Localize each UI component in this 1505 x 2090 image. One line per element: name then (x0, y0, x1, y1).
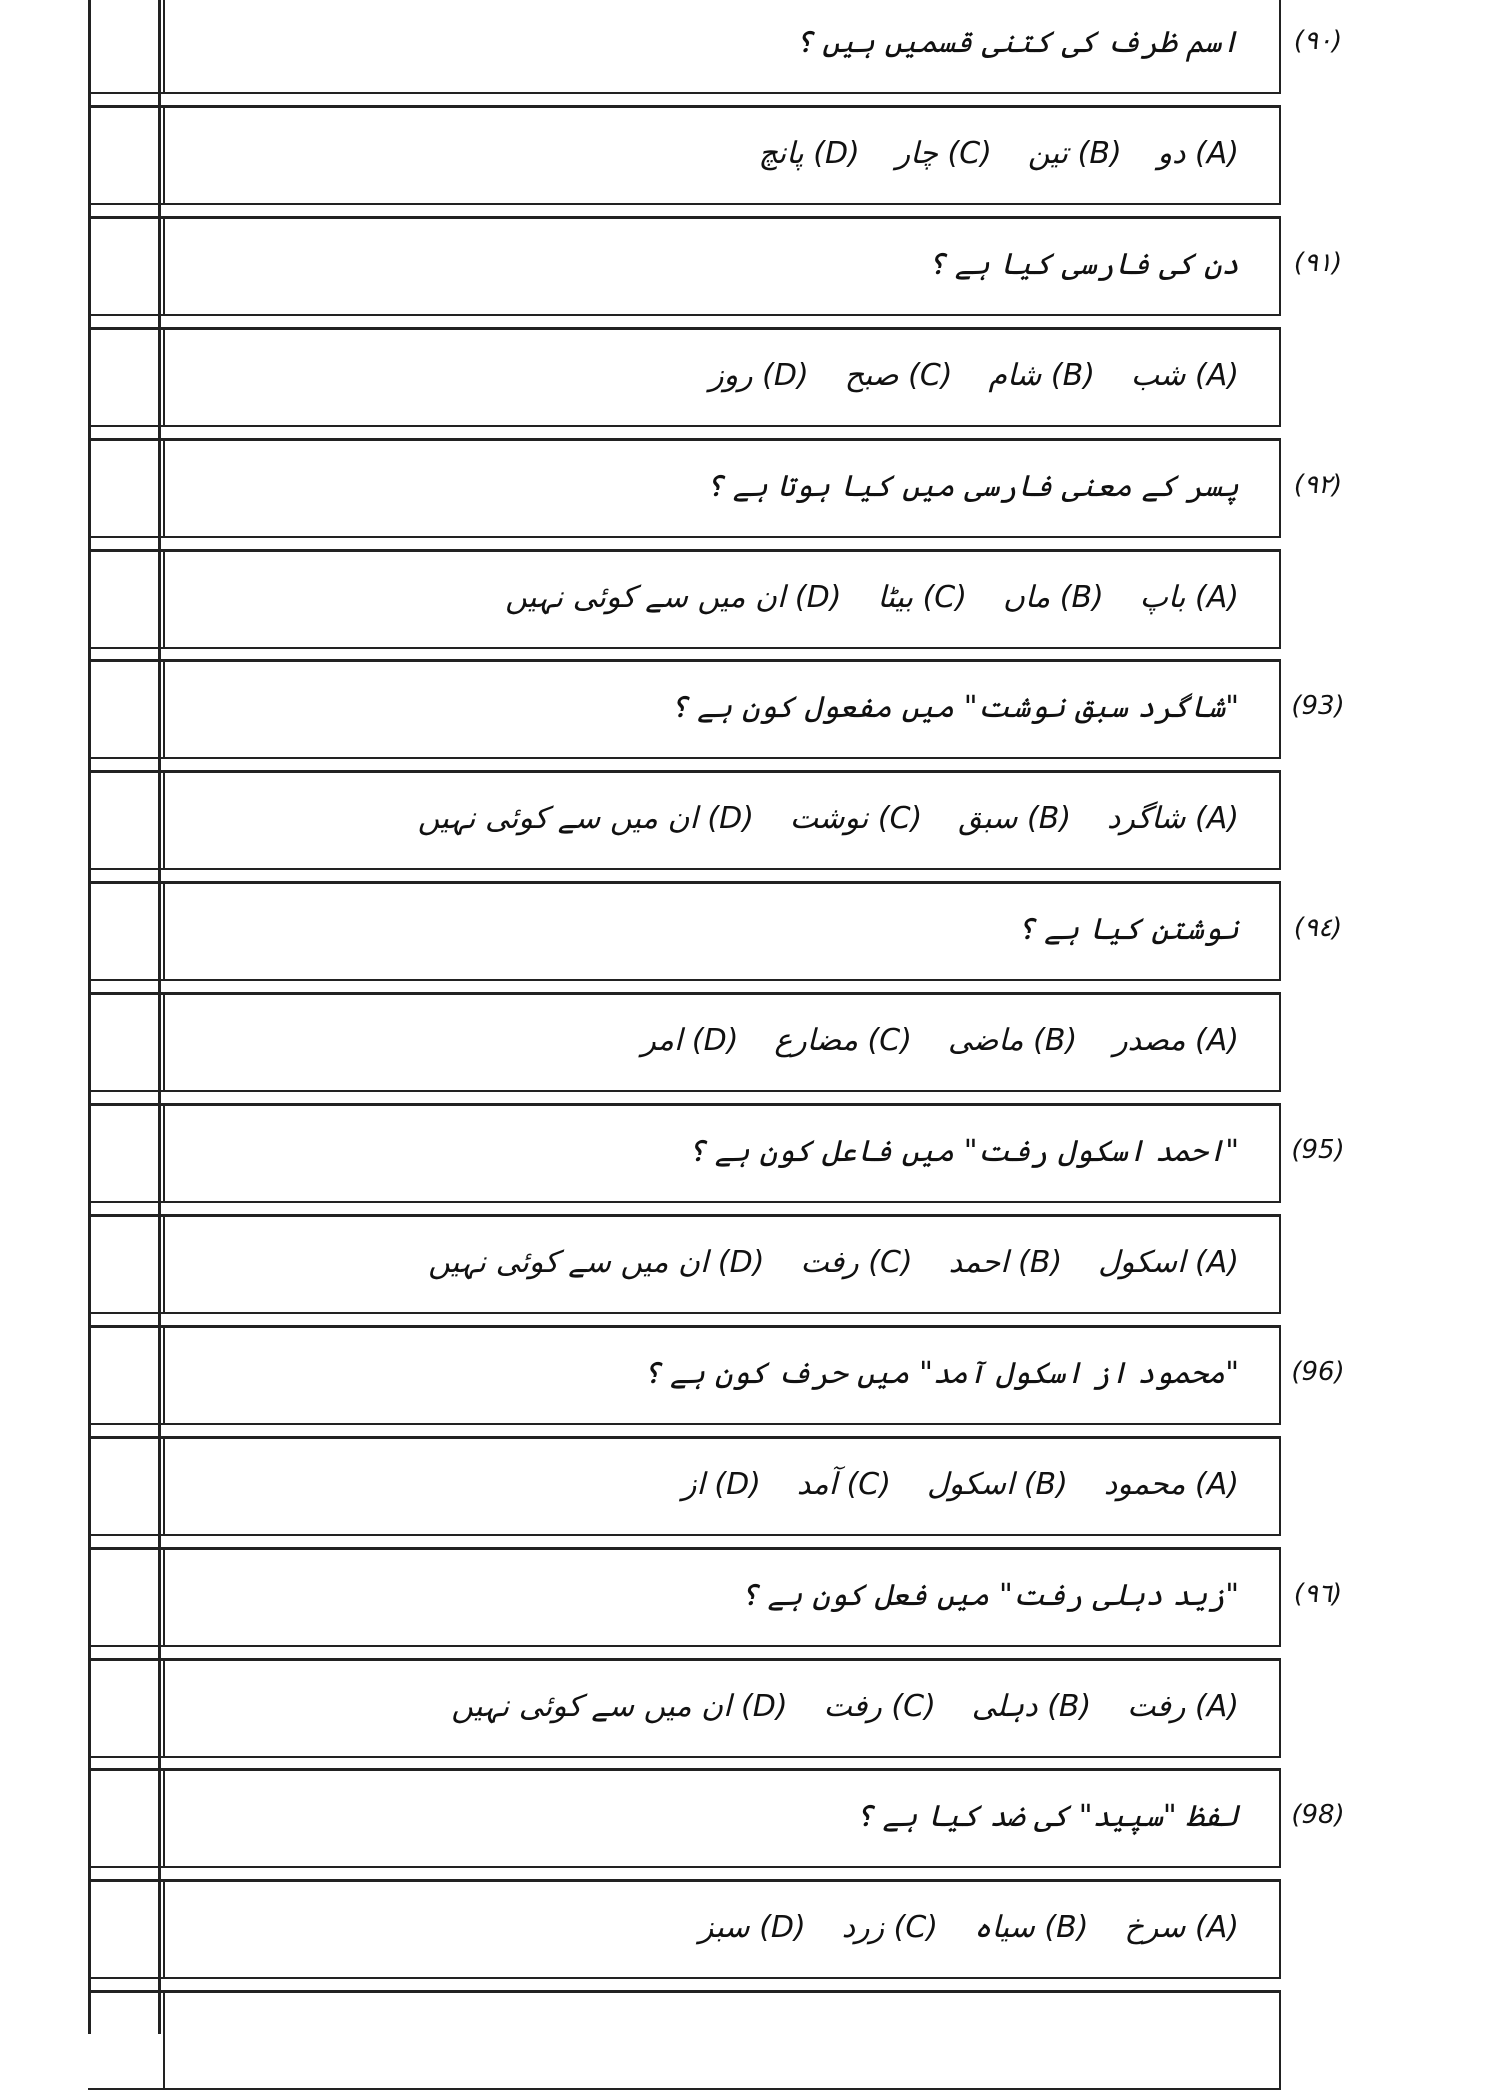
options-row (163, 1436, 1281, 1536)
option-a[interactable]: (A) شاگرد (1107, 801, 1239, 837)
option-b[interactable]: (B) احمد (948, 1244, 1063, 1280)
question-number: (96) (1291, 1356, 1345, 1387)
option-d[interactable]: (D) روز (709, 357, 809, 393)
option-d[interactable]: (D) از (682, 1466, 761, 1502)
option-c[interactable]: (C) رفت (800, 1244, 913, 1280)
options-list (663, 1910, 1239, 1945)
question-row (163, 1325, 1281, 1425)
empty-row (163, 1990, 1281, 2090)
option-d[interactable]: (D) ان میں سے کوئی نہیں (505, 579, 842, 615)
options-row (163, 1214, 1281, 1314)
answer-mark-cell[interactable] (88, 992, 163, 1092)
option-a[interactable]: (A) محمود (1103, 1466, 1239, 1502)
question-number: (٩٠) (1293, 26, 1343, 56)
question-text: اسم ظرف کی کتنی قسمیں ہیں ؟ (795, 25, 1239, 60)
question-number: (95) (1291, 1135, 1345, 1165)
question-text: "احمد اسکول رفت" میں فاعل کون ہے ؟ (687, 1134, 1239, 1169)
answer-mark-cell[interactable] (88, 216, 163, 316)
option-d[interactable]: (D) سبز (698, 1910, 806, 1946)
options-row (163, 105, 1281, 205)
question-text: "زید دہلی رفت" میں فعل کون ہے ؟ (740, 1577, 1239, 1613)
question-row (163, 1547, 1281, 1647)
option-b[interactable]: (B) دہلی (971, 1688, 1092, 1724)
option-a[interactable]: (A) شب (1130, 357, 1239, 393)
options-row (163, 770, 1281, 870)
answer-mark-cell[interactable] (88, 1990, 163, 2090)
answer-mark-cell[interactable] (88, 881, 163, 981)
option-c[interactable]: (C) آمد (796, 1466, 891, 1502)
options-list (392, 1245, 1239, 1280)
question-row (163, 1768, 1281, 1868)
option-d[interactable]: (D) ان میں سے کوئی نہیں (417, 801, 754, 837)
answer-mark-cell[interactable] (88, 1436, 163, 1536)
question-text: پسر کے معنی فارسی میں کیا ہوتا ہے ؟ (705, 468, 1239, 504)
options-row (163, 1879, 1281, 1979)
option-c[interactable]: (C) زرد (841, 1910, 938, 1946)
option-b[interactable]: (B) سیاہ (973, 1910, 1089, 1946)
option-a[interactable]: (A) دو (1157, 135, 1239, 171)
options-list (722, 136, 1239, 171)
question-text: لفظ "سپید" کی ضد کیا ہے ؟ (855, 1799, 1239, 1835)
option-d[interactable]: (D) ان میں سے کوئی نہیں (428, 1244, 765, 1280)
option-b[interactable]: (B) اسکول (926, 1466, 1068, 1502)
answer-mark-cell[interactable] (88, 1768, 163, 1868)
question-row (163, 659, 1281, 759)
answer-mark-cell[interactable] (88, 1879, 163, 1979)
options-list (382, 801, 1239, 836)
option-b[interactable]: (B) ماضی (947, 1023, 1078, 1059)
question-row (163, 216, 1281, 316)
question-row (163, 881, 1281, 981)
question-number: (93) (1291, 691, 1345, 722)
question-text: دن کی فارسی کیا ہے ؟ (927, 246, 1239, 282)
option-b[interactable]: (B) ماں (1002, 579, 1104, 615)
option-c[interactable]: (C) بیٹا (877, 579, 967, 615)
question-number: (٩٢) (1293, 469, 1343, 500)
option-d[interactable]: (D) امر (641, 1023, 739, 1059)
question-text: نوشتن کیا ہے ؟ (1017, 912, 1239, 948)
option-b[interactable]: (B) سبق (958, 801, 1072, 837)
answer-mark-cell[interactable] (88, 1547, 163, 1647)
option-c[interactable]: (C) نوشت (789, 801, 923, 837)
options-row (163, 327, 1281, 427)
options-row (163, 549, 1281, 649)
options-list (415, 1689, 1239, 1724)
question-row (163, 438, 1281, 538)
options-row (163, 1658, 1281, 1758)
answer-mark-cell[interactable] (88, 438, 163, 538)
options-row (163, 992, 1281, 1092)
answer-mark-cell[interactable] (88, 1325, 163, 1425)
answer-mark-cell[interactable] (88, 327, 163, 427)
question-row (163, 0, 1281, 94)
option-a[interactable]: (A) باپ (1139, 579, 1239, 615)
answer-mark-cell[interactable] (88, 1103, 163, 1203)
question-row (163, 1103, 1281, 1203)
option-c[interactable]: (C) صبح (844, 357, 953, 393)
answer-mark-cell[interactable] (88, 659, 163, 759)
option-a[interactable]: (A) رفت (1127, 1688, 1239, 1724)
option-c[interactable]: (C) رفت (823, 1688, 936, 1724)
answer-mark-cell[interactable] (88, 0, 163, 94)
options-list (646, 1467, 1239, 1502)
option-a[interactable]: (A) سرخ (1124, 1910, 1239, 1946)
option-c[interactable]: (C) مضارع (774, 1023, 912, 1059)
question-number: (٩١) (1293, 247, 1343, 278)
question-number: (٩٤) (1293, 913, 1343, 944)
answer-mark-cell[interactable] (88, 770, 163, 870)
option-d[interactable]: (D) پانچ (758, 135, 860, 171)
answer-mark-cell[interactable] (88, 1658, 163, 1758)
answer-mark-cell[interactable] (88, 549, 163, 649)
option-a[interactable]: (A) مصدر (1113, 1023, 1239, 1059)
option-b[interactable]: (B) شام (988, 357, 1095, 393)
option-a[interactable]: (A) اسکول (1098, 1244, 1239, 1280)
option-b[interactable]: (B) تین (1027, 135, 1122, 171)
answer-mark-cell[interactable] (88, 1214, 163, 1314)
options-list (469, 580, 1239, 615)
option-c[interactable]: (C) چار (895, 135, 992, 171)
question-text: "محمود از اسکول آمد" میں حرف کون ہے ؟ (642, 1355, 1239, 1391)
question-number: (٩٦) (1293, 1578, 1343, 1609)
question-text: "شاگرد سبق نوشت" میں مفعول کون ہے ؟ (670, 690, 1239, 726)
options-list (605, 1023, 1239, 1058)
answer-mark-cell[interactable] (88, 105, 163, 205)
options-list (673, 358, 1239, 393)
question-number: (98) (1291, 1800, 1345, 1831)
option-d[interactable]: (D) ان میں سے کوئی نہیں (451, 1688, 788, 1724)
